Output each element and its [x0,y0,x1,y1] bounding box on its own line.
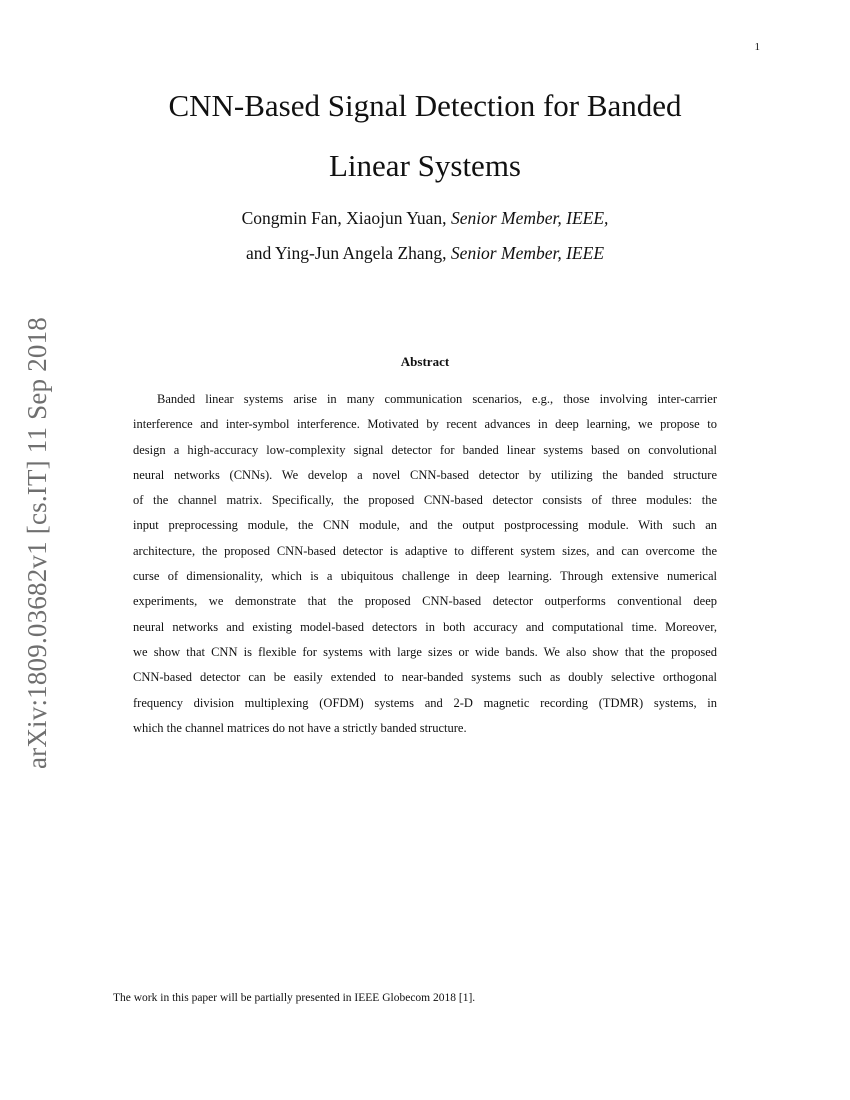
abstract-heading: Abstract [400,354,450,369]
author-names-1: Congmin Fan, Xiaojun Yuan, [241,208,447,228]
abstract-line: neural networks and existing model-based detectors in both accuracy and computational time. Moreover, [133,619,717,634]
paper-title [60,76,790,196]
abstract-text [133,387,717,741]
author-line-1 [60,201,790,236]
title-line-1: CNN-Based Signal Detection for Banded [168,88,682,123]
abstract-line: CNN-based detector can be easily extended to near-banded systems such as doubly selective orthogonal [133,670,717,685]
abstract-line: neural networks (CNNs). We develop a novel CNN-based detector by utilizing the banded structure [133,467,717,482]
author-role-2: Senior Member, IEEE [450,243,605,263]
author-role-1: Senior Member, IEEE, [450,208,609,228]
abstract-line: frequency division multiplexing (OFDM) systems and 2-D magnetic recording (TDMR) systems, in [133,695,717,710]
abstract-line: experiments, we demonstrate that the proposed CNN-based detector outperforms conventional deep [133,594,717,609]
abstract-line: interference and inter-symbol interference. Motivated by recent advances in deep learning, we propose to [133,417,717,432]
title-line-2: Linear Systems [329,148,521,183]
abstract-line: we show that CNN is flexible for systems with large sizes or wide bands. We also show that the proposed [133,644,717,659]
abstract-line: Banded linear systems arise in many communication scenarios, e.g., those involving inter-carrier [157,392,717,406]
page-number: 1 [754,41,760,53]
abstract-line: of the channel matrix. Specifically, the proposed CNN-based detector consists of three modules: the [133,493,717,508]
abstract-line: input preprocessing module, the CNN module, and the output postprocessing module. With such an [133,518,717,533]
abstract-line: design a high-accuracy low-complexity signal detector for banded linear systems based on convolutional [133,442,717,457]
arxiv-identifier-stamp: arXiv:1809.03682v1 [cs.IT] 11 Sep 2018 [22,316,52,770]
author-block [60,201,790,271]
abstract-line: which the channel matrices do not have a strictly banded structure. [133,720,467,735]
footnote: The work in this paper will be partially presented in IEEE Globecom 2018 [1]. [113,992,476,1004]
abstract-line: architecture, the proposed CNN-based detector is adaptive to different system sizes, and can overcome the [133,543,717,558]
author-line-2 [60,236,790,271]
abstract-line: curse of dimensionality, which is a ubiquitous challenge in deep learning. Through extensive numerical [133,569,717,584]
author-names-2: and Ying-Jun Angela Zhang, [245,243,447,263]
